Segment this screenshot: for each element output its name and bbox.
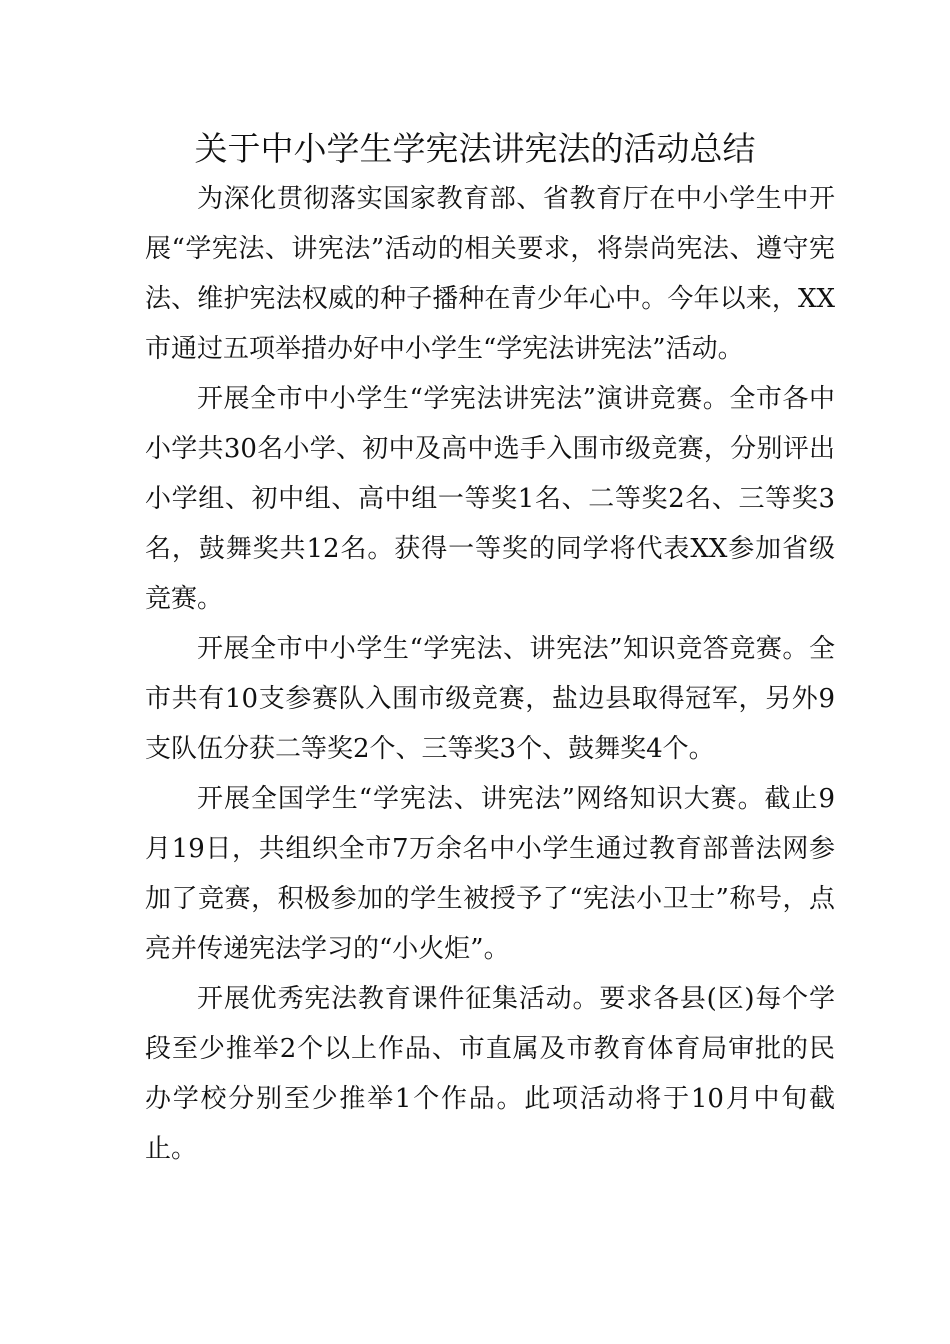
paragraph-courseware-collection: 开展优秀宪法教育课件征集活动。要求各县(区)每个学段至少推举2个以上作品、市直属及市教育体育局审批的民办学校分别至少推举1个作品。此项活动将于10月中旬截止。 xyxy=(145,984,835,1164)
paragraph-quiz-contest: 开展全市中小学生“学宪法、讲宪法”知识竞答竞赛。全市共有10支参赛队入围市级竞赛，盐边县取得冠军，另外9支队伍分获二等奖2个、三等奖3个、鼓舞奖4个。 xyxy=(145,634,835,764)
document-body xyxy=(145,174,835,1174)
paragraph-online-contest: 开展全国学生“学宪法、讲宪法”网络知识大赛。截止9月19日，共组织全市7万余名中小学生通过教育部普法网参加了竞赛，积极参加的学生被授予了“宪法小卫士”称号，点亮并传递宪法学习的“小火炬”。 xyxy=(145,784,835,964)
document-title: 关于中小学生学宪法讲宪法的活动总结 xyxy=(194,129,756,168)
paragraph-intro: 为深化贯彻落实国家教育部、省教育厅在中小学生中开展“学宪法、讲宪法”活动的相关要求，将崇尚宪法、遵守宪法、维护宪法权威的种子播种在青少年心中。今年以来，XX市通过五项举措办好中小学生“学宪法讲宪法”活动。 xyxy=(145,184,835,364)
paragraph-speech-contest: 开展全市中小学生“学宪法讲宪法”演讲竞赛。全市各中小学共30名小学、初中及高中选手入围市级竞赛，分别评出小学组、初中组、高中组一等奖1名、二等奖2名、三等奖3名，鼓舞奖共12名。获得一等奖的同学将代表XX参加省级竞赛。 xyxy=(145,384,835,614)
